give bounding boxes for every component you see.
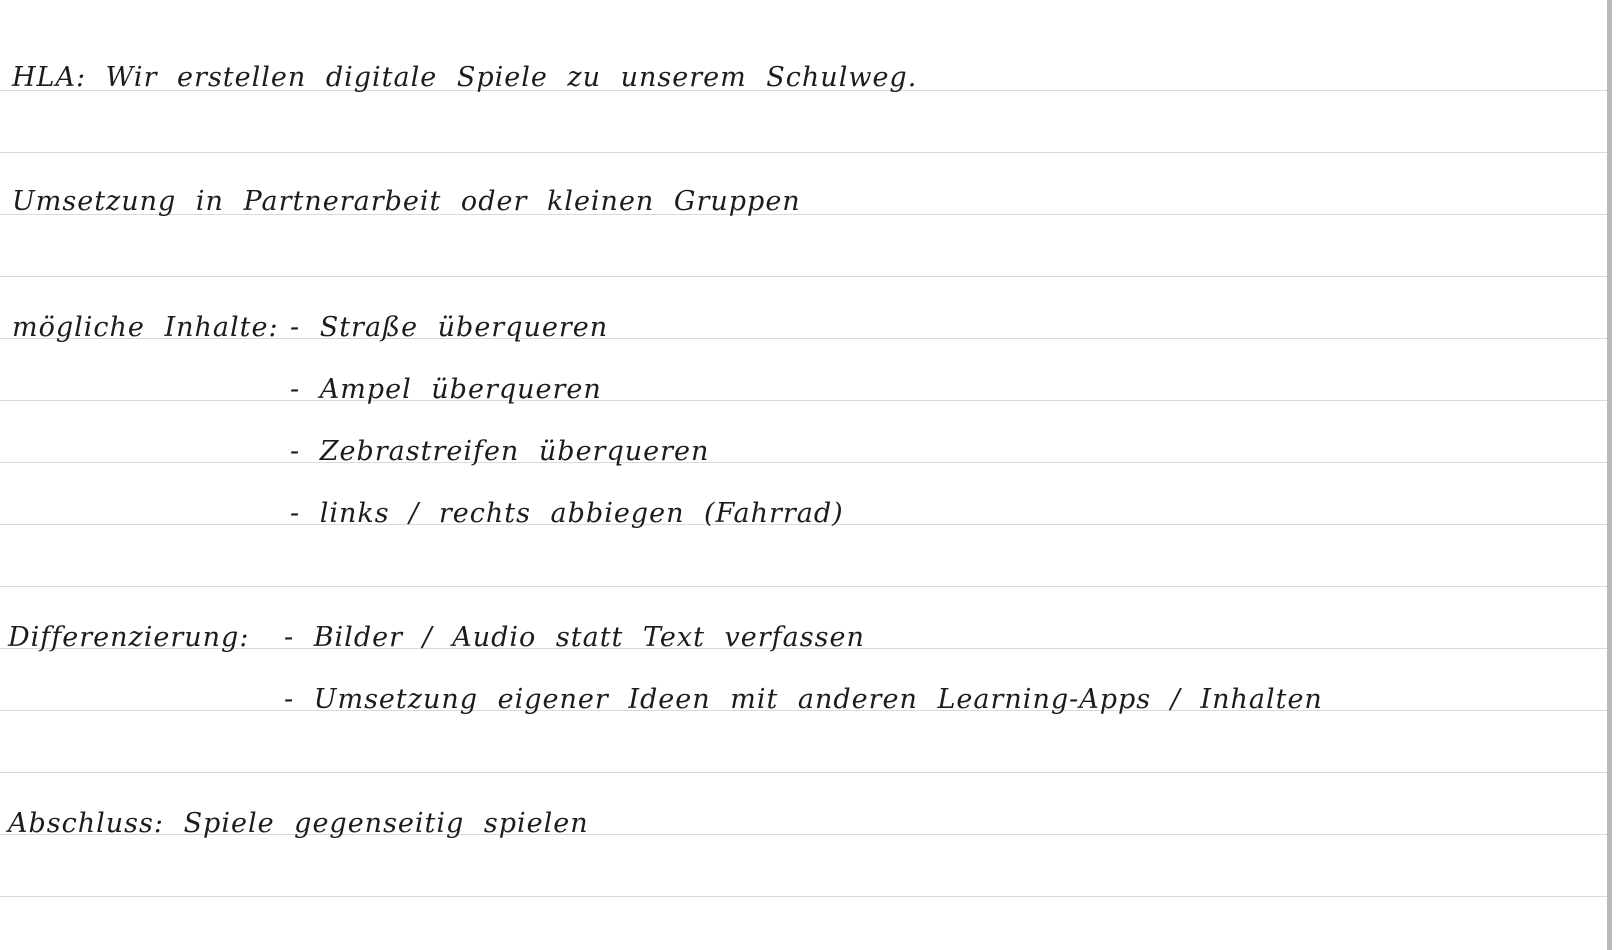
ruled-line (0, 276, 1612, 277)
ruled-line (0, 400, 1612, 401)
differentiation-label: Differenzierung: (8, 622, 250, 653)
title-line: HLA: Wir erstellen digitale Spiele zu unserem Schulweg. (12, 62, 918, 93)
contents-item: - links / rechts abbiegen (Fahrrad) (290, 498, 844, 529)
ruled-line (0, 586, 1612, 587)
contents-item: - Straße überqueren (290, 312, 609, 343)
ruled-line (0, 772, 1612, 773)
contents-item: - Ampel überqueren (290, 374, 602, 405)
ruled-line (0, 152, 1612, 153)
contents-item: - Zebrastreifen überqueren (290, 436, 710, 467)
conclusion-line: Abschluss: Spiele gegenseitig spielen (8, 808, 589, 839)
ruled-line (0, 462, 1612, 463)
page-edge-divider (1607, 0, 1612, 950)
implementation-line: Umsetzung in Partnerarbeit oder kleinen Gruppen (12, 186, 801, 217)
differentiation-item: - Umsetzung eigener Ideen mit anderen Learning-Apps / Inhalten (284, 684, 1323, 715)
contents-label: mögliche Inhalte: (12, 312, 279, 343)
ruled-line (0, 896, 1612, 897)
differentiation-item: - Bilder / Audio statt Text verfassen (284, 622, 865, 653)
